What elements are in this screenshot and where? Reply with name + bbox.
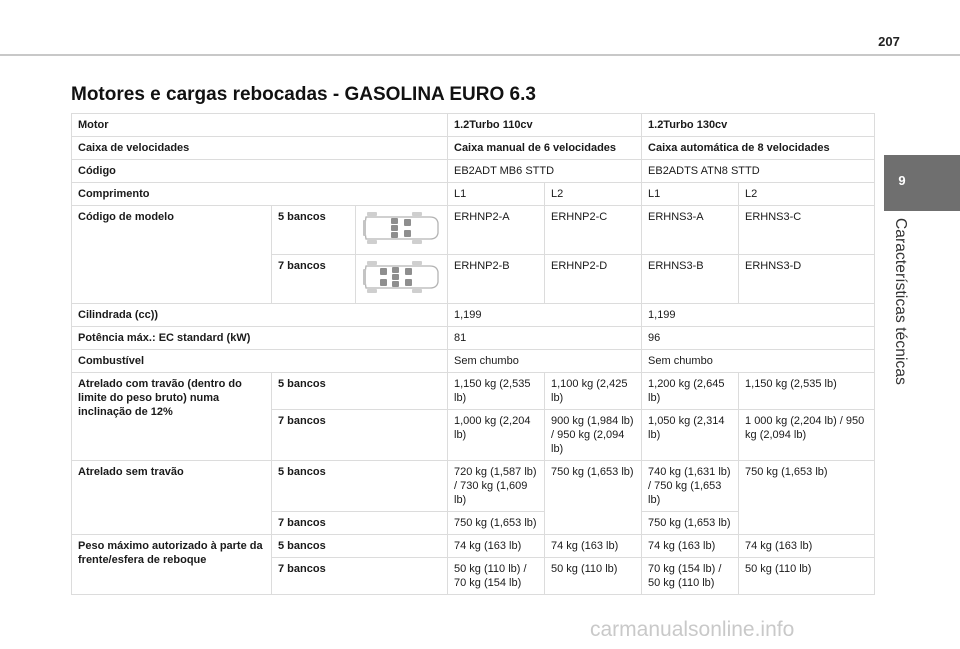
power-value: 81 [448, 327, 642, 350]
seat-layout-7 [356, 255, 448, 304]
length-value: L2 [545, 183, 642, 206]
braked-value: 1,050 kg (2,314 lb) [642, 410, 739, 461]
unbraked-value: 750 kg (1,653 lb) [642, 512, 739, 535]
model-code: ERHNS3-B [642, 255, 739, 304]
nose-weight-value: 74 kg (163 lb) [448, 535, 545, 558]
seats-7-label: 7 bancos [272, 512, 448, 535]
displacement-label: Cilindrada (cc)) [72, 304, 448, 327]
nose-weight-value: 50 kg (110 lb) / 70 kg (154 lb) [448, 558, 545, 595]
code-label: Código [72, 160, 448, 183]
chapter-label [891, 218, 909, 408]
motor-label: Motor [72, 114, 448, 137]
unbraked-value: 740 kg (1,631 lb) / 750 kg (1,653 lb) [642, 461, 739, 512]
unbraked-value: 750 kg (1,653 lb) [545, 461, 642, 535]
model-code: ERHNS3-A [642, 206, 739, 255]
fuel-value: Sem chumbo [642, 350, 875, 373]
braked-value: 900 kg (1,984 lb) / 950 kg (2,094 lb) [545, 410, 642, 461]
car-5-seats-icon [360, 208, 442, 248]
model-code: ERHNP2-C [545, 206, 642, 255]
seats-5-label: 5 bancos [272, 461, 448, 512]
model-code: ERHNP2-B [448, 255, 545, 304]
displacement-value: 1,199 [642, 304, 875, 327]
model-code: ERHNP2-D [545, 255, 642, 304]
table-row [72, 206, 875, 255]
braked-value: 1,150 kg (2,535 lb) [448, 373, 545, 410]
table-row [72, 327, 875, 350]
braked-value: 1 000 kg (2,204 lb) / 950 kg (2,094 lb) [739, 410, 875, 461]
nose-weight-value: 50 kg (110 lb) [739, 558, 875, 595]
table-row [72, 373, 875, 410]
length-value: L2 [739, 183, 875, 206]
seats-5-label: 5 bancos [272, 535, 448, 558]
unbraked-value: 750 kg (1,653 lb) [448, 512, 545, 535]
header-rule [0, 54, 960, 56]
code-value: EB2ADT MB6 STTD [448, 160, 642, 183]
power-value: 96 [642, 327, 875, 350]
nose-weight-value: 50 kg (110 lb) [545, 558, 642, 595]
gearbox-value: Caixa manual de 6 velocidades [448, 137, 642, 160]
braked-value: 1,200 kg (2,645 lb) [642, 373, 739, 410]
length-value: L1 [642, 183, 739, 206]
motor-value: 1.2Turbo 130cv [642, 114, 875, 137]
model-code-label: Código de modelo [72, 206, 272, 304]
table-row [72, 183, 875, 206]
unbraked-value: 720 kg (1,587 lb) / 730 kg (1,609 lb) [448, 461, 545, 512]
braked-value: 1,150 kg (2,535 lb) [739, 373, 875, 410]
unbraked-value: 750 kg (1,653 lb) [739, 461, 875, 535]
displacement-value: 1,199 [448, 304, 642, 327]
seats-7-label: 7 bancos [272, 410, 448, 461]
fuel-value: Sem chumbo [448, 350, 642, 373]
table-row [72, 304, 875, 327]
fuel-label: Combustível [72, 350, 448, 373]
watermark: carmanualsonline.info [590, 618, 795, 641]
length-label: Comprimento [72, 183, 448, 206]
braked-value: 1,000 kg (2,204 lb) [448, 410, 545, 461]
motor-value: 1.2Turbo 110cv [448, 114, 642, 137]
engine-spec-table [71, 113, 875, 595]
model-code: ERHNP2-A [448, 206, 545, 255]
table-row [72, 160, 875, 183]
braked-trailer-label: Atrelado com travão (dentro do limite do peso bruto) numa inclinação de 12% [72, 373, 272, 461]
power-label: Potência máx.: EC standard (kW) [72, 327, 448, 350]
braked-value: 1,100 kg (2,425 lb) [545, 373, 642, 410]
nose-weight-value: 74 kg (163 lb) [739, 535, 875, 558]
code-value: EB2ADTS ATN8 STTD [642, 160, 875, 183]
chapter-number: 9 [898, 173, 906, 188]
page-number: 207 [878, 34, 900, 49]
seats-5-label: 5 bancos [272, 206, 356, 255]
gearbox-value: Caixa automática de 8 velocidades [642, 137, 875, 160]
page-title: Motores e cargas rebocadas - GASOLINA EURO 6.3 [71, 84, 536, 105]
model-code: ERHNS3-C [739, 206, 875, 255]
unbraked-trailer-label: Atrelado sem travão [72, 461, 272, 535]
seats-7-label: 7 bancos [272, 255, 356, 304]
table-row [72, 137, 875, 160]
model-code: ERHNS3-D [739, 255, 875, 304]
car-7-seats-icon [360, 257, 442, 297]
nose-weight-value: 74 kg (163 lb) [642, 535, 739, 558]
nose-weight-value: 74 kg (163 lb) [545, 535, 642, 558]
gearbox-label: Caixa de velocidades [72, 137, 448, 160]
table-row [72, 461, 875, 512]
table-row [72, 535, 875, 558]
nose-weight-value: 70 kg (154 lb) / 50 kg (110 lb) [642, 558, 739, 595]
nose-weight-label: Peso máximo autorizado à parte da frente/esfera de reboque [72, 535, 272, 595]
seat-layout-5 [356, 206, 448, 255]
table-row [72, 350, 875, 373]
seats-5-label: 5 bancos [272, 373, 448, 410]
chapter-label-text: Características técnicas [892, 218, 909, 385]
table-row [72, 114, 875, 137]
length-value: L1 [448, 183, 545, 206]
seats-7-label: 7 bancos [272, 558, 448, 595]
